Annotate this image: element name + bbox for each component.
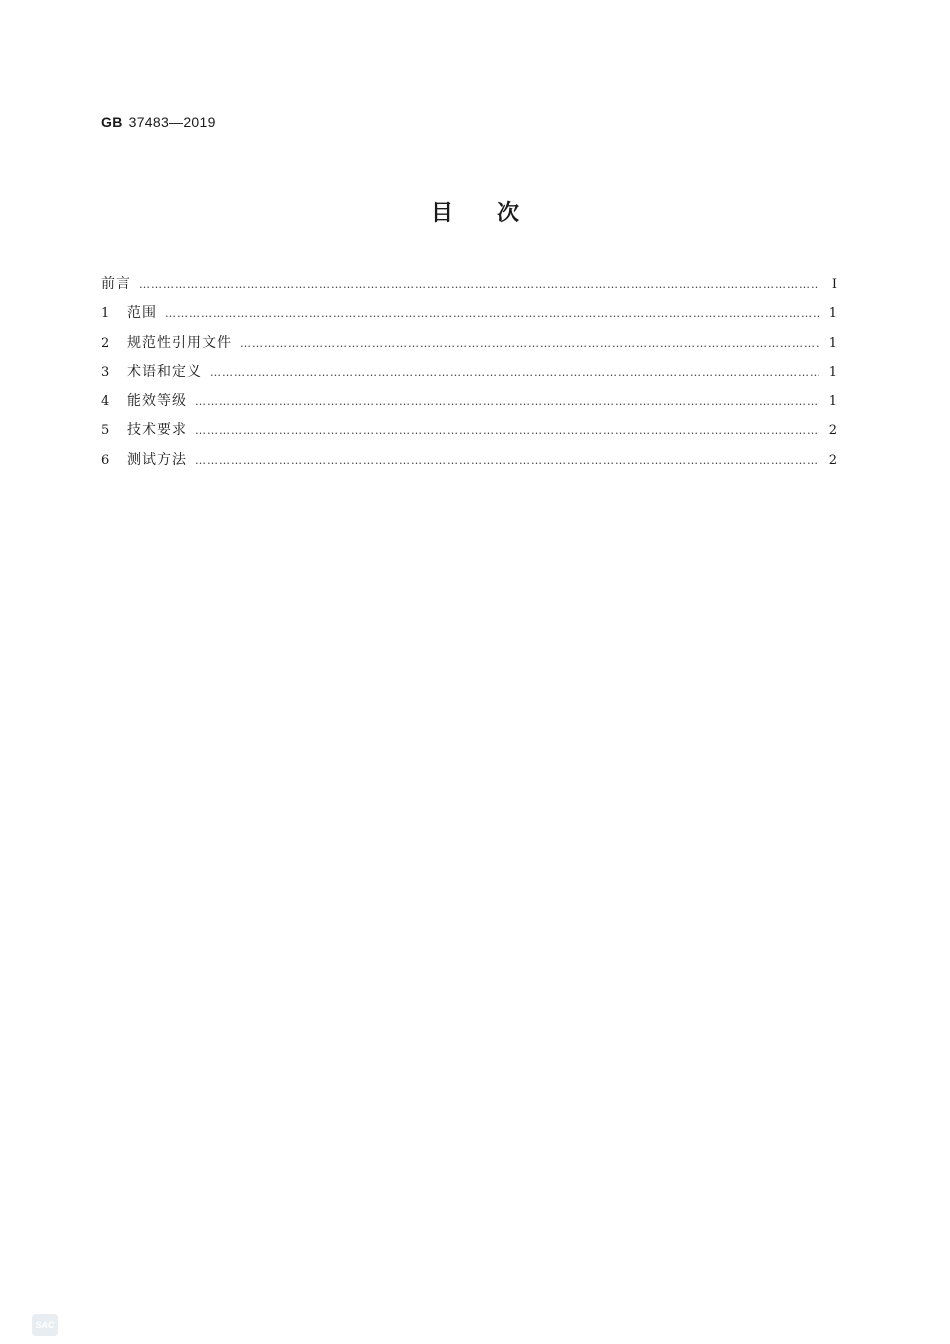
toc-entry-number: 4 xyxy=(101,394,110,410)
toc-entry-5[interactable] xyxy=(101,420,837,449)
toc-dot-leader xyxy=(165,304,819,324)
toc-entry-label: 规范性引用文件 xyxy=(127,334,232,351)
toc-entry-page: 1 xyxy=(828,335,837,351)
standard-prefix: GB xyxy=(101,114,123,130)
standard-number: 37483—2019 xyxy=(128,114,216,130)
sac-logo-icon: SAC xyxy=(32,1314,58,1336)
toc-dot-leader xyxy=(240,334,819,354)
toc-entry-number: 2 xyxy=(101,335,110,351)
toc-entry-1[interactable] xyxy=(101,303,837,332)
toc-entry-number: 6 xyxy=(101,452,110,468)
toc-entry-label: 前言 xyxy=(101,276,131,292)
toc-entry-page: 2 xyxy=(828,423,837,439)
toc-dot-leader xyxy=(195,421,819,441)
toc-entry-4[interactable] xyxy=(101,391,837,420)
toc-entry-label: 测试方法 xyxy=(127,451,187,468)
toc-entry-label: 能效等级 xyxy=(127,393,187,410)
toc-dot-leader xyxy=(210,363,819,383)
toc-entry-label: 技术要求 xyxy=(127,422,187,439)
toc-entry-3[interactable] xyxy=(101,362,837,391)
toc-dot-leader xyxy=(195,451,819,471)
table-of-contents xyxy=(101,274,837,479)
toc-entry-page: 1 xyxy=(828,364,837,380)
toc-entry-page: 1 xyxy=(828,306,837,322)
toc-entry-page: 1 xyxy=(828,394,837,410)
toc-entry-number: 1 xyxy=(101,306,110,322)
toc-entry-number: 3 xyxy=(101,364,110,380)
toc-entry-2[interactable] xyxy=(101,333,837,362)
toc-dot-leader xyxy=(139,275,819,295)
standard-code xyxy=(101,114,216,130)
page-title: 目次 xyxy=(430,201,563,226)
toc-dot-leader xyxy=(195,392,819,412)
toc-entry-6[interactable] xyxy=(101,450,837,479)
toc-entry-page: 2 xyxy=(828,452,837,468)
toc-entry-page: Ⅰ xyxy=(831,277,837,292)
toc-entry-number: 5 xyxy=(101,423,110,439)
toc-entry-foreword[interactable] xyxy=(101,274,837,303)
toc-entry-label: 范围 xyxy=(127,305,157,322)
toc-entry-label: 术语和定义 xyxy=(127,363,202,380)
